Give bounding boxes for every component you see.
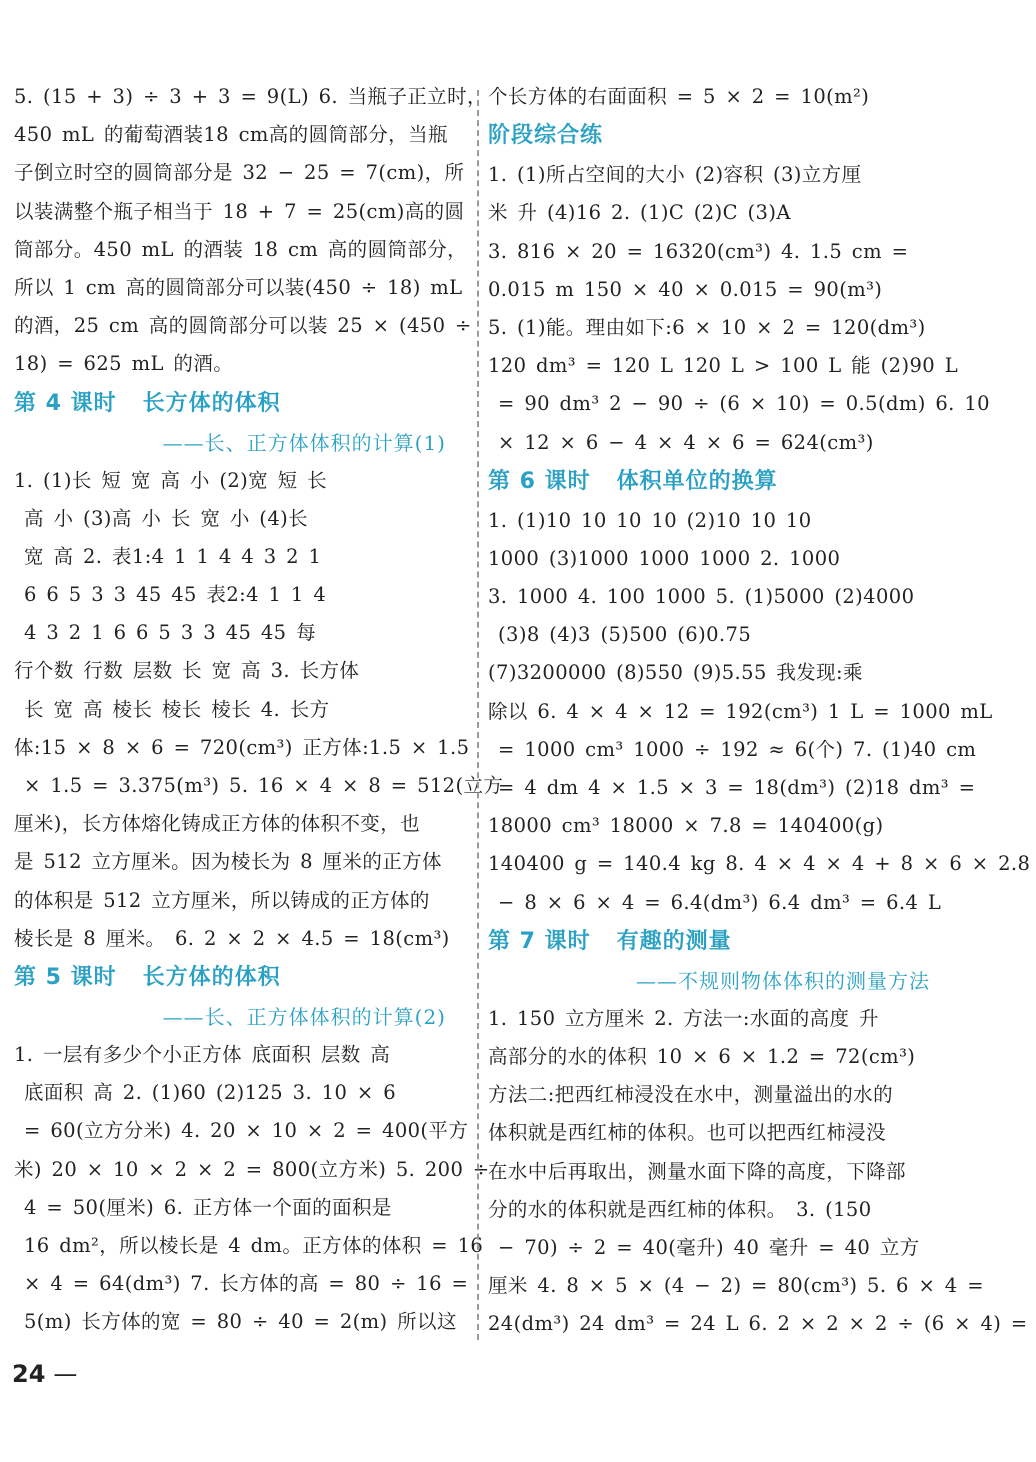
answer-line: = 60(立方分米) 4. 20 × 10 × 2 = 400(平方: [24, 1119, 469, 1143]
answer-line: 宽 高 2. 表1:4 1 1 4 4 3 2 1: [24, 544, 322, 568]
lesson-title: 体积单位的换算: [616, 468, 778, 494]
answer-line: 的酒，25 cm 高的圆筒部分可以装 25 × (450 ÷: [14, 314, 472, 338]
answer-line: 的体积是 512 立方厘米，所以铸成的正方体的: [14, 888, 430, 912]
answer-line: 米 升 (4)16 2. (1)C (2)C (3)A: [488, 201, 791, 225]
right-column: [488, 78, 1031, 1343]
page-number-dash: —: [53, 1360, 78, 1388]
answer-line: 1. (1)10 10 10 10 (2)10 10 10: [488, 508, 812, 532]
answer-line: − 70) ÷ 2 = 40(毫升) 40 毫升 = 40 立方: [498, 1235, 920, 1259]
answer-line: 0.015 m 150 × 40 × 0.015 = 90(m³): [488, 277, 883, 301]
answer-line: 子倒立时空的圆筒部分是 32 − 25 = 7(cm)，所: [14, 161, 465, 185]
lesson-title: 阶段综合练: [488, 123, 604, 149]
answer-line: 1. (1)长 短 宽 高 小 (2)宽 短 长: [14, 468, 328, 492]
column-divider: [477, 90, 479, 1340]
answer-line: 体积就是西红柿的体积。也可以把西红柿浸没: [488, 1121, 887, 1145]
answer-line: (7)3200000 (8)550 (9)5.55 我发现:乘: [488, 661, 863, 685]
answer-line: 24(dm³) 24 dm³ = 24 L 6. 2 × 2 × 2 ÷ (6 × 4) =: [488, 1312, 1028, 1336]
answer-line: 行个数 行数 层数 长 宽 高 3. 长方体: [14, 659, 360, 683]
answer-line: 长 宽 高 棱长 棱长 棱长 4. 长方: [24, 697, 330, 721]
lesson-number: 第 7 课时: [488, 928, 591, 954]
answer-line: 4 = 50(厘米) 6. 正方体一个面的面积是: [24, 1195, 392, 1219]
lesson-subtitle: ——长、正方体体积的计算(2): [162, 1004, 446, 1029]
answer-line: 1000 (3)1000 1000 1000 2. 1000: [488, 546, 841, 570]
answer-line: 1. 一层有多少个小正方体 底面积 层数 高: [14, 1042, 391, 1066]
lesson-title: 长方体的体积: [142, 964, 281, 990]
answer-line: 是 512 立方厘米。因为棱长为 8 厘米的正方体: [14, 850, 442, 874]
answer-line: 底面积 高 2. (1)60 (2)125 3. 10 × 6: [24, 1081, 397, 1105]
answer-line: 除以 6. 4 × 4 × 12 = 192(cm³) 1 L = 1000 mL: [488, 699, 993, 723]
page-number-value: 24: [12, 1360, 46, 1388]
lesson-title: 长方体的体积: [142, 390, 281, 416]
answer-line: 米) 20 × 10 × 2 × 2 = 800(立方米) 5. 200 ÷: [14, 1157, 490, 1181]
lesson-heading: [488, 116, 950, 156]
answer-line: × 1.5 = 3.375(m³) 5. 16 × 4 × 8 = 512(立方: [24, 774, 504, 797]
answer-line: 6 6 5 3 3 45 45 表2:4 1 1 4: [24, 583, 327, 607]
answer-line: = 4 dm 4 × 1.5 × 3 = 18(dm³) (2)18 dm³ =: [498, 776, 976, 799]
answer-line: 4 3 2 1 6 6 5 3 3 45 45 每: [24, 621, 316, 645]
page-number: [12, 1360, 77, 1388]
answer-line: 3. 1000 4. 100 1000 5. (1)5000 (2)4000: [488, 585, 915, 609]
left-column: [14, 78, 504, 1341]
answer-line: 高 小 (3)高 小 长 宽 小 (4)长: [24, 506, 309, 530]
answer-line: − 8 × 6 × 4 = 6.4(dm³) 6.4 dm³ = 6.4 L: [498, 890, 942, 914]
lesson-heading: [488, 922, 950, 962]
answer-line: × 12 × 6 − 4 × 4 × 6 = 624(cm³): [498, 430, 874, 454]
answer-line: 18000 cm³ 18000 × 7.8 = 140400(g): [488, 814, 884, 838]
answer-line: 在水中后再取出，测量水面下降的高度，下降部: [488, 1159, 906, 1183]
lesson-title: 有趣的测量: [616, 928, 732, 954]
answer-line: 1. 150 立方厘米 2. 方法一:水面的高度 升: [488, 1006, 879, 1030]
lesson-heading: [488, 462, 950, 502]
answer-line: 3. 816 × 20 = 16320(cm³) 4. 1.5 cm =: [488, 239, 909, 263]
answer-line: 个长方体的右面面积 = 5 × 2 = 10(m²): [488, 85, 870, 108]
answer-line: × 4 = 64(dm³) 7. 长方体的高 = 80 ÷ 16 =: [24, 1272, 469, 1296]
answer-line: 16 dm²，所以棱长是 4 dm。正方体的体积 = 16: [24, 1233, 484, 1257]
lesson-number: 第 6 课时: [488, 468, 591, 494]
lesson-heading: [14, 384, 466, 424]
answer-line: 1. (1)所占空间的大小 (2)容积 (3)立方厘: [488, 163, 862, 187]
answer-line: 厘米)，长方体熔化铸成正方体的体积不变，也: [14, 812, 421, 836]
lesson-subtitle: ——不规则物体体积的测量方法: [636, 968, 930, 993]
answer-line: 分的水的体积就是西红柿的体积。 3. (150: [488, 1197, 872, 1221]
answer-line: 体:15 × 8 × 6 = 720(cm³) 正方体:1.5 × 1.5: [14, 735, 470, 759]
answer-line: 方法二:把西红柿浸没在水中，测量溢出的水的: [488, 1083, 893, 1107]
lesson-subtitle: ——长、正方体体积的计算(1): [162, 430, 446, 455]
answer-line: 所以 1 cm 高的圆筒部分可以装(450 ÷ 18) mL: [14, 275, 463, 299]
answer-line: 450 mL 的葡萄酒装18 cm高的圆筒部分，当瓶: [14, 123, 448, 147]
lesson-number: 第 5 课时: [14, 964, 117, 990]
answer-line: 18) = 625 mL 的酒。: [14, 352, 234, 376]
answer-line: 棱长是 8 厘米。 6. 2 × 2 × 4.5 = 18(cm³): [14, 926, 450, 950]
answer-line: 140400 g = 140.4 kg 8. 4 × 4 × 4 + 8 × 6 × 2.8: [488, 852, 1031, 876]
lesson-heading: [14, 958, 466, 998]
answer-line: 以装满整个瓶子相当于 18 + 7 = 25(cm)高的圆: [14, 199, 465, 223]
answer-line: 5. (15 + 3) ÷ 3 + 3 = 9(L) 6. 当瓶子正立时，: [14, 85, 487, 108]
lesson-number: 第 4 课时: [14, 390, 117, 416]
answer-line: 5(m) 长方体的宽 = 80 ÷ 40 = 2(m) 所以这: [24, 1310, 457, 1334]
answer-line: 120 dm³ = 120 L 120 L > 100 L 能 (2)90 L: [488, 354, 959, 378]
answer-line: 5. (1)能。理由如下:6 × 10 × 2 = 120(dm³): [488, 315, 926, 339]
answer-line: = 90 dm³ 2 − 90 ÷ (6 × 10) = 0.5(dm) 6. 10: [498, 392, 990, 416]
answer-line: 厘米 4. 8 × 5 × (4 − 2) = 80(cm³) 5. 6 × 4 =: [488, 1274, 984, 1298]
answer-line: 高部分的水的体积 10 × 6 × 1.2 = 72(cm³): [488, 1044, 916, 1068]
answer-line: = 1000 cm³ 1000 ÷ 192 ≈ 6(个) 7. (1)40 cm: [498, 737, 977, 761]
answer-line: 筒部分。450 mL 的酒装 18 cm 高的圆筒部分，: [14, 237, 468, 261]
answer-line: (3)8 (4)3 (5)500 (6)0.75: [498, 623, 752, 647]
